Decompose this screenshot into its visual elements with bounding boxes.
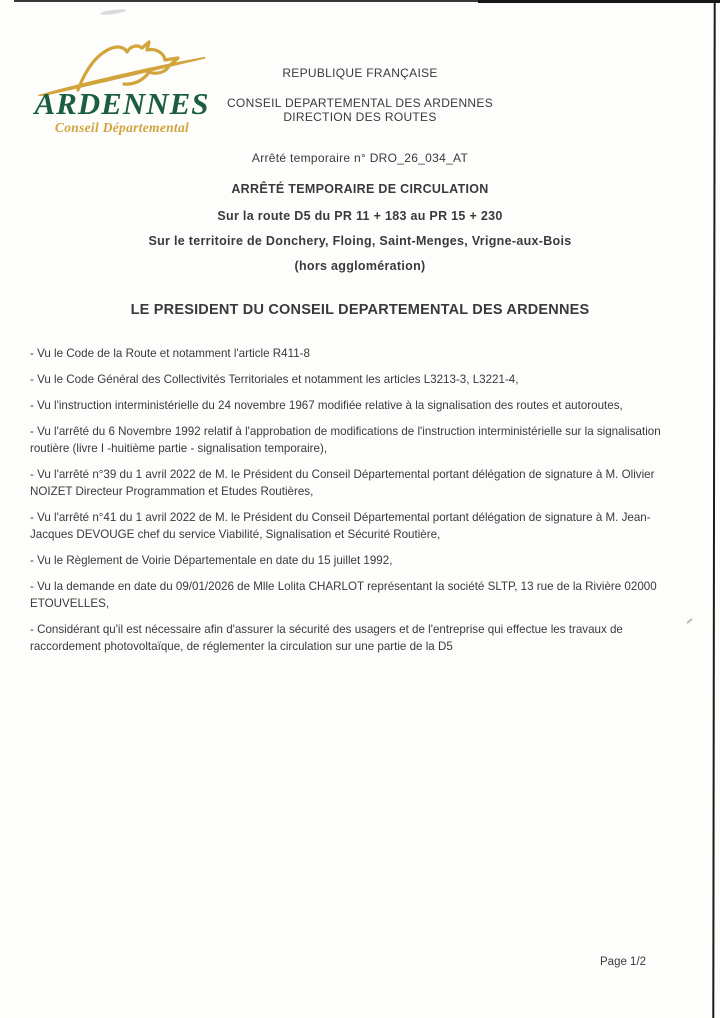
decree-body bbox=[30, 345, 688, 664]
decree-route-line: Sur la route D5 du PR 11 + 183 au PR 15 + 230 bbox=[217, 209, 503, 223]
decree-reference: Arrêté temporaire n° DRO_26_034_AT bbox=[251, 151, 469, 165]
direction-line: DIRECTION DES ROUTES bbox=[283, 110, 437, 124]
paragraph-vu-code-route: - Vu le Code de la Route et notamment l'article R411-8 bbox=[30, 347, 310, 360]
paragraph-vu-instruction-1967: - Vu l'instruction interministérielle du 24 novembre 1967 modifiée relative à la signalisation des routes et autoroutes, bbox=[30, 399, 623, 412]
decree-title: ARRÊTÉ TEMPORAIRE DE CIRCULATION bbox=[231, 182, 489, 196]
paragraph-vu-arrete-1992: - Vu l'arrêté du 6 Novembre 1992 relatif à l'approbation de modifications de l'instruction interministérielle sur la signalisation routière (livre I -huitième partie - signalisation temporaire), bbox=[30, 425, 661, 455]
scan-artifact-top-edge-thick bbox=[478, 0, 720, 3]
paragraph-considerant: - Considérant qu'il est nécessaire afin d'assurer la sécurité des usagers et de l'entreprise qui effectue les travaux de raccordement photovoltaïque, de réglementer la circulation sur une partie de la D5 bbox=[30, 623, 623, 653]
page-number: Page 1/2 bbox=[600, 956, 647, 968]
paragraph-vu-code-collectivites: - Vu le Code Général des Collectivités Territoriales et notamment les articles L3213-3, L3221-4, bbox=[30, 373, 519, 386]
scan-artifact-smudge bbox=[100, 8, 126, 16]
logo-title: ARDENNES bbox=[34, 86, 210, 121]
paragraph-vu-demande: - Vu la demande en date du 09/01/2026 de Mlle Lolita CHARLOT représentant la société SLTP, 13 rue de la Rivière 02000 ETOUVELLES, bbox=[30, 580, 657, 610]
logo-subtitle: Conseil Départemental bbox=[54, 120, 190, 135]
paragraph-vu-arrete-39: - Vu l'arrêté n°39 du 1 avril 2022 de M. le Président du Conseil Départemental portant délégation de signature à M. Olivier NOIZET Directeur Programmation et Etudes Routières, bbox=[30, 468, 655, 498]
decree-scope-line: (hors agglomération) bbox=[294, 259, 426, 273]
republic-line: REPUBLIQUE FRANÇAISE bbox=[282, 66, 438, 80]
main-heading: LE PRESIDENT DU CONSEIL DEPARTEMENTAL DES ARDENNES bbox=[130, 302, 590, 318]
paragraph-vu-reglement-voirie: - Vu le Règlement de Voirie Départementale en date du 15 juillet 1992, bbox=[30, 554, 393, 567]
decree-territory-line: Sur le territoire de Donchery, Floing, Saint-Menges, Vrigne-aux-Bois bbox=[148, 234, 572, 248]
organization-line: CONSEIL DEPARTEMENTAL DES ARDENNES bbox=[226, 96, 494, 110]
paragraph-vu-arrete-41: - Vu l'arrêté n°41 du 1 avril 2022 de M. le Président du Conseil Départemental portant délégation de signature à M. Jean-Jacques DEVOUGE chef du service Viabilité, Signalisation et Sécurité Routière, bbox=[30, 511, 651, 541]
